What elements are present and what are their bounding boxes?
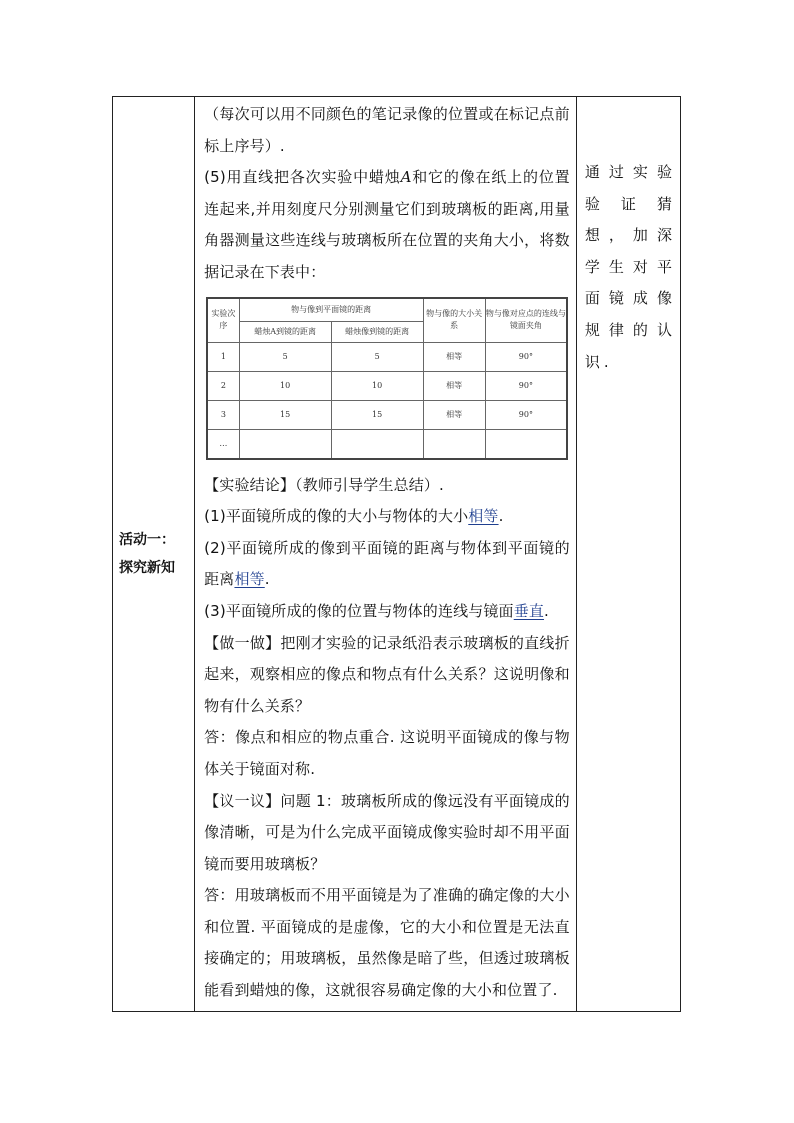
step-5-text-a: (5)用直线把各次实验中蜡烛 xyxy=(204,168,401,187)
do-it-answer: 答：像点和相应的物点重合. 这说明平面镜成的像与物体关于镜面对称. xyxy=(204,728,570,778)
header-distance: 物与像到平面镜的距离 xyxy=(239,298,423,322)
header-order: 实验次序 xyxy=(207,298,239,343)
design-intent-text: 通过实验验证猜想，加深学生对平面镜成像规律的认识. xyxy=(584,163,676,371)
conclusion-1-answer: 相等 xyxy=(468,507,499,526)
do-it-question: 【做一做】把刚才实验的记录纸沿表示玻璃板的直线折起来，观察相应的像点和物点有什么关系？这说明像和物有什么关系？ xyxy=(204,633,570,715)
conclusion-2-text: (2)平面镜所成的像到平面镜的距离与物体到平面镜的距离 xyxy=(204,538,570,589)
conclusion-2-answer: 相等 xyxy=(234,570,265,589)
cell-order: 3 xyxy=(207,400,239,429)
cell-size xyxy=(423,429,485,459)
conclusion-3 xyxy=(204,596,570,628)
conclusion-1-text: (1)平面镜所成的像的大小与物体的大小 xyxy=(204,507,469,526)
conclusion-title: 【实验结论】（教师引导学生总结）. xyxy=(204,475,444,494)
cell-image-distance: 5 xyxy=(331,342,423,371)
table-row xyxy=(207,429,567,459)
cell-angle: 90° xyxy=(485,400,567,429)
cell-candle-distance: 5 xyxy=(239,342,331,371)
header-image-distance: 蜡烛像到镜的距离 xyxy=(331,321,423,342)
conclusion-1 xyxy=(204,501,570,533)
cell-order: … xyxy=(207,429,239,459)
cell-image-distance: 15 xyxy=(331,400,423,429)
candle-variable: A xyxy=(400,168,412,187)
conclusion-2-end: . xyxy=(264,570,270,589)
cell-size: 相等 xyxy=(423,400,485,429)
conclusion-3-answer: 垂直 xyxy=(513,601,545,620)
cell-angle: 90° xyxy=(485,371,567,400)
cell-size: 相等 xyxy=(423,371,485,400)
activity-label-line1: 活动一： xyxy=(119,532,175,548)
cell-size: 相等 xyxy=(423,342,485,371)
table-row xyxy=(207,400,567,429)
paragraph-record-note: （每次可以用不同颜色的笔记录像的位置或在标记点前标上序号）. xyxy=(204,105,570,155)
conclusion-1-end: . xyxy=(498,507,504,526)
table-row xyxy=(207,371,567,400)
experiment-data-table xyxy=(206,297,568,460)
conclusion-3-text: (3)平面镜所成的像的位置与物体的连线与镜面 xyxy=(204,601,514,620)
cell-order: 1 xyxy=(207,342,239,371)
lesson-plan-table xyxy=(112,96,681,1012)
header-candle-distance: 蜡烛A到镜的距离 xyxy=(239,321,331,342)
cell-candle-distance: 10 xyxy=(239,371,331,400)
activity-cell xyxy=(113,97,195,1012)
cell-image-distance: 10 xyxy=(331,371,423,400)
discuss-question: 【议一议】问题 1：玻璃板所成的像远没有平面镜成的像清晰，可是为什么完成平面镜成像实验时却不用平面镜而要用玻璃板？ xyxy=(204,791,570,873)
cell-image-distance xyxy=(331,429,423,459)
cell-candle-distance xyxy=(239,429,331,459)
conclusion-3-end: . xyxy=(544,601,549,620)
conclusion-2 xyxy=(204,533,570,596)
purpose-cell xyxy=(576,97,680,1012)
discuss-answer: 答：用玻璃板而不用平面镜是为了准确的确定像的大小和位置. 平面镜成的是虚像，它的大小和位置是无法直接确定的；用玻璃板，虽然像是暗了些，但透过玻璃板能看到蜡烛的像，这就很容易确定像的大小和位置了. xyxy=(204,886,570,1000)
header-angle: 物与像对应点的连线与镜面夹角 xyxy=(485,298,567,343)
paragraph-step-5 xyxy=(204,162,570,288)
cell-angle xyxy=(485,429,567,459)
step-5-text-b: 和它的像在纸上的位置连起来,并用刻度尺分别测量它们到玻璃板的距离,用量角器测量这些连线与玻璃板所在位置的夹角大小，将数据记录在下表中： xyxy=(204,168,570,281)
activity-label-line2: 探究新知 xyxy=(119,560,175,576)
cell-angle: 90° xyxy=(485,342,567,371)
content-cell xyxy=(195,97,577,1012)
cell-candle-distance: 15 xyxy=(239,400,331,429)
cell-order: 2 xyxy=(207,371,239,400)
header-size: 物与像的大小关系 xyxy=(423,298,485,343)
table-row xyxy=(207,342,567,371)
